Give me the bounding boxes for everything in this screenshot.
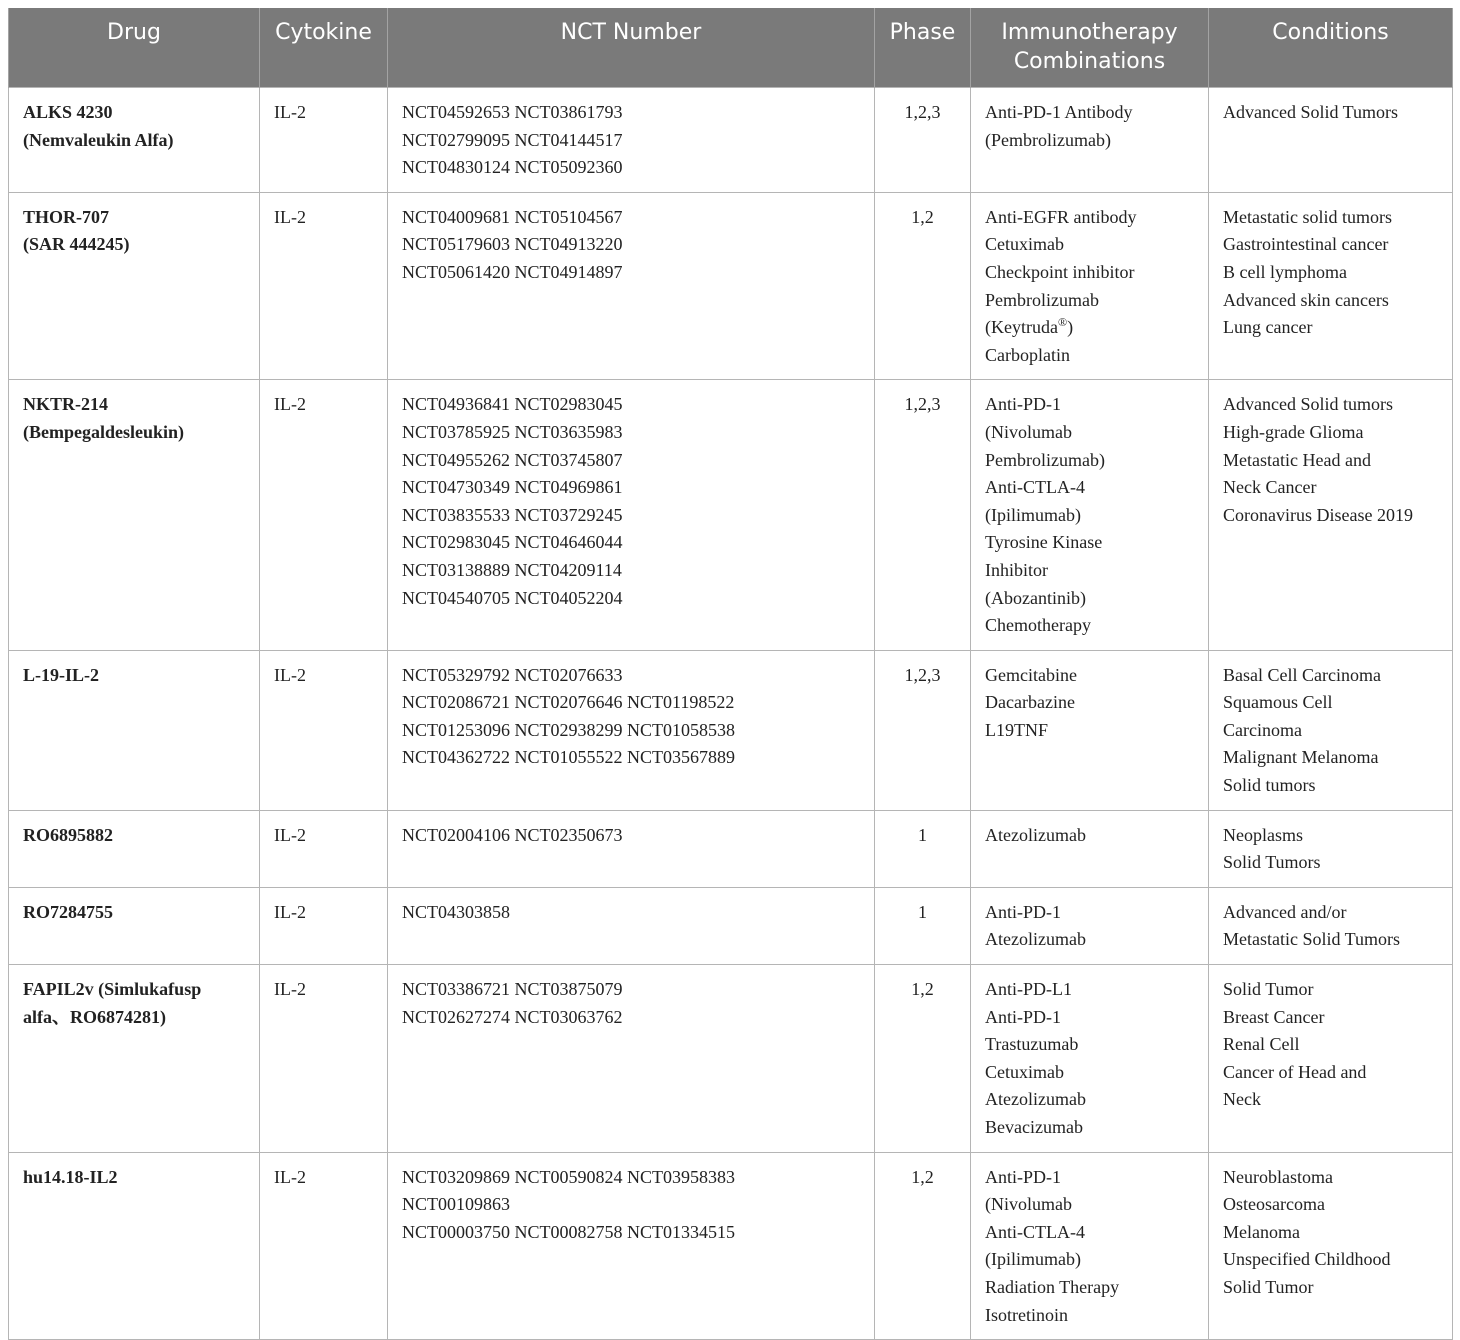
combinations-cell bbox=[971, 88, 1209, 193]
conditions-line: Neuroblastoma bbox=[1223, 1166, 1333, 1187]
conditions-line: Lung cancer bbox=[1223, 317, 1313, 338]
conditions-line: Breast Cancer bbox=[1223, 1006, 1325, 1027]
nct-number-line: NCT02627274 NCT03063762 bbox=[402, 1006, 623, 1027]
combinations-line: (Ipilimumab) bbox=[985, 1249, 1081, 1270]
conditions-line: Squamous Cell bbox=[1223, 692, 1333, 713]
conditions-cell bbox=[1209, 88, 1453, 193]
table-row bbox=[9, 887, 1453, 964]
phase-cell: 1,2 bbox=[875, 965, 971, 1153]
table-row bbox=[9, 88, 1453, 193]
nct-number-line: NCT03785925 NCT03635983 bbox=[402, 421, 623, 442]
conditions-line: Solid Tumor bbox=[1223, 979, 1314, 1000]
combinations-line: Cetuximab bbox=[985, 234, 1064, 255]
cytokine-cell: IL-2 bbox=[260, 380, 388, 650]
combinations-line: Radiation Therapy bbox=[985, 1276, 1120, 1297]
cytokine-cell: IL-2 bbox=[260, 887, 388, 964]
drug-cell bbox=[9, 650, 260, 810]
combinations-cell bbox=[971, 380, 1209, 650]
conditions-line: Melanoma bbox=[1223, 1221, 1300, 1242]
table-row bbox=[9, 380, 1453, 650]
drug-cell bbox=[9, 88, 260, 193]
combinations-line: Atezolizumab bbox=[985, 929, 1086, 950]
conditions-line: Coronavirus Disease 2019 bbox=[1223, 504, 1413, 525]
nct-number-line: NCT03835533 NCT03729245 bbox=[402, 504, 623, 525]
phase-cell: 1,2 bbox=[875, 192, 971, 380]
conditions-line: Neck bbox=[1223, 1089, 1261, 1110]
nct-number-line: NCT04730349 NCT04969861 bbox=[402, 477, 623, 498]
nct-number-line: NCT02004106 NCT02350673 bbox=[402, 824, 623, 845]
combinations-line: (Abozantinib) bbox=[985, 587, 1086, 608]
drug-cell bbox=[9, 965, 260, 1153]
nct-number-line: NCT02983045 NCT04646044 bbox=[402, 532, 623, 553]
table-row bbox=[9, 192, 1453, 380]
combinations-line: Inhibitor bbox=[985, 559, 1048, 580]
combinations-cell bbox=[971, 192, 1209, 380]
nct-number-line: NCT04303858 bbox=[402, 901, 510, 922]
combinations-line: Pembrolizumab bbox=[985, 289, 1099, 310]
conditions-line: Advanced Solid Tumors bbox=[1223, 102, 1399, 122]
combinations-line: Anti-PD-L1 bbox=[985, 979, 1072, 1000]
conditions-line: Neck Cancer bbox=[1223, 477, 1317, 498]
conditions-cell bbox=[1209, 965, 1453, 1153]
combinations-line: (Nivolumab bbox=[985, 421, 1072, 442]
phase-cell: 1,2,3 bbox=[875, 650, 971, 810]
combinations-line: L19TNF bbox=[985, 719, 1048, 740]
table-row bbox=[9, 810, 1453, 887]
cytokine-cell: IL-2 bbox=[260, 650, 388, 810]
drug-cell bbox=[9, 1152, 260, 1340]
nct-number-line: NCT05329792 NCT02076633 bbox=[402, 664, 623, 685]
conditions-line: Basal Cell Carcinoma bbox=[1223, 664, 1381, 685]
nct-number-cell bbox=[388, 1152, 875, 1340]
combinations-line: Anti-PD-1 bbox=[985, 1166, 1061, 1187]
combinations-line: Tyrosine Kinase bbox=[985, 532, 1103, 553]
combinations-line: Anti-PD-1 bbox=[985, 901, 1061, 922]
combinations-cell bbox=[971, 965, 1209, 1153]
combinations-line: (Pembrolizumab) bbox=[985, 129, 1111, 150]
header-cytokine: Cytokine bbox=[260, 8, 388, 88]
conditions-line: Advanced skin cancers bbox=[1223, 289, 1389, 310]
combinations-line: (Keytruda®) bbox=[985, 315, 1074, 338]
conditions-line: Gastrointestinal cancer bbox=[1223, 234, 1389, 255]
cytokine-cell: IL-2 bbox=[260, 965, 388, 1153]
conditions-line: Solid tumors bbox=[1223, 775, 1316, 796]
cytokine-cell: IL-2 bbox=[260, 1152, 388, 1340]
nct-number-line: NCT00109863 bbox=[402, 1194, 510, 1215]
nct-number-line: NCT03138889 NCT04209114 bbox=[402, 559, 622, 580]
nct-number-line: NCT04955262 NCT03745807 bbox=[402, 449, 623, 470]
combinations-cell bbox=[971, 1152, 1209, 1340]
conditions-cell bbox=[1209, 1152, 1453, 1340]
nct-number-line: NCT04592653 NCT03861793 bbox=[402, 102, 623, 122]
header-combo-line: Combinations bbox=[1013, 49, 1166, 74]
combinations-line: Anti-EGFR antibody bbox=[985, 206, 1137, 227]
nct-number-line: NCT03209869 NCT00590824 NCT03958383 bbox=[402, 1166, 735, 1187]
drug-line: THOR-707 bbox=[23, 206, 110, 227]
conditions-cell bbox=[1209, 887, 1453, 964]
combinations-line: Atezolizumab bbox=[985, 1089, 1086, 1110]
combinations-line: Trastuzumab bbox=[985, 1034, 1079, 1055]
nct-number-line: NCT02799095 NCT04144517 bbox=[402, 129, 623, 150]
drug-line: ALKS 4230 bbox=[23, 102, 113, 122]
header-nct-number: NCT Number bbox=[388, 8, 875, 88]
drug-line: (Bempegaldesleukin) bbox=[23, 421, 185, 442]
cytokine-cell: IL-2 bbox=[260, 88, 388, 193]
conditions-cell bbox=[1209, 810, 1453, 887]
header-immunotherapy-combinations bbox=[971, 8, 1209, 88]
table-row bbox=[9, 1152, 1453, 1340]
nct-number-cell bbox=[388, 650, 875, 810]
conditions-line: Malignant Melanoma bbox=[1223, 747, 1379, 768]
drug-line: RO6895882 bbox=[23, 824, 113, 845]
cytokine-cell: IL-2 bbox=[260, 192, 388, 380]
header-row bbox=[9, 8, 1453, 88]
phase-cell: 1,2,3 bbox=[875, 380, 971, 650]
combinations-line: (Ipilimumab) bbox=[985, 504, 1081, 525]
phase-cell: 1 bbox=[875, 887, 971, 964]
nct-number-line: NCT01253096 NCT02938299 NCT01058538 bbox=[402, 719, 735, 740]
table-row bbox=[9, 965, 1453, 1153]
nct-number-cell bbox=[388, 88, 875, 193]
drug-cell bbox=[9, 192, 260, 380]
drug-cell bbox=[9, 810, 260, 887]
combinations-cell bbox=[971, 887, 1209, 964]
header-combo-line: Immunotherapy bbox=[1001, 20, 1178, 45]
conditions-line: High-grade Glioma bbox=[1223, 421, 1364, 442]
nct-number-line: NCT04009681 NCT05104567 bbox=[402, 206, 623, 227]
combinations-line: (Nivolumab bbox=[985, 1194, 1072, 1215]
combinations-line: Isotretinoin bbox=[985, 1304, 1068, 1325]
nct-number-line: NCT04830124 NCT05092360 bbox=[402, 157, 623, 178]
conditions-line: Metastatic solid tumors bbox=[1223, 206, 1392, 227]
drug-line: FAPIL2v (Simlukafusp bbox=[23, 979, 202, 1000]
combinations-line: Anti-PD-1 Antibody bbox=[985, 102, 1133, 122]
drug-line: hu14.18-IL2 bbox=[23, 1166, 118, 1187]
conditions-cell bbox=[1209, 650, 1453, 810]
phase-cell: 1,2,3 bbox=[875, 88, 971, 193]
conditions-line: Advanced and/or bbox=[1223, 901, 1347, 922]
nct-number-cell bbox=[388, 965, 875, 1153]
nct-number-cell bbox=[388, 192, 875, 380]
conditions-line: Metastatic Solid Tumors bbox=[1223, 929, 1401, 950]
clinical-trials-table bbox=[8, 8, 1453, 1340]
conditions-line: Solid Tumors bbox=[1223, 852, 1321, 873]
conditions-line: Carcinoma bbox=[1223, 719, 1302, 740]
conditions-line: Renal Cell bbox=[1223, 1034, 1300, 1055]
conditions-line: Unspecified Childhood bbox=[1223, 1249, 1391, 1270]
nct-number-line: NCT04936841 NCT02983045 bbox=[402, 394, 623, 415]
combinations-line: Checkpoint inhibitor bbox=[985, 261, 1135, 282]
nct-number-line: NCT04540705 NCT04052204 bbox=[402, 587, 623, 608]
nct-number-line: NCT03386721 NCT03875079 bbox=[402, 979, 623, 1000]
combinations-line: Pembrolizumab) bbox=[985, 449, 1105, 470]
conditions-line: Advanced Solid tumors bbox=[1223, 394, 1393, 415]
combinations-line: Carboplatin bbox=[985, 344, 1070, 365]
drug-line: alfa、RO6874281) bbox=[23, 1006, 166, 1027]
nct-number-cell bbox=[388, 887, 875, 964]
conditions-line: Cancer of Head and bbox=[1223, 1061, 1367, 1082]
combinations-cell bbox=[971, 650, 1209, 810]
combinations-line: Atezolizumab bbox=[985, 824, 1086, 845]
combinations-line: Cetuximab bbox=[985, 1061, 1064, 1082]
table-row bbox=[9, 650, 1453, 810]
combinations-line: Dacarbazine bbox=[985, 692, 1075, 713]
conditions-cell bbox=[1209, 380, 1453, 650]
conditions-line: B cell lymphoma bbox=[1223, 261, 1347, 282]
combinations-line: Gemcitabine bbox=[985, 664, 1077, 685]
nct-number-cell bbox=[388, 810, 875, 887]
combinations-line: Anti-CTLA-4 bbox=[985, 477, 1085, 498]
phase-cell: 1,2 bbox=[875, 1152, 971, 1340]
nct-number-line: NCT05179603 NCT04913220 bbox=[402, 234, 623, 255]
drug-line: L-19-IL-2 bbox=[23, 664, 99, 685]
nct-number-cell bbox=[388, 380, 875, 650]
combinations-line: Anti-CTLA-4 bbox=[985, 1221, 1085, 1242]
combinations-cell bbox=[971, 810, 1209, 887]
combinations-line: Anti-PD-1 bbox=[985, 394, 1061, 415]
conditions-line: Neoplasms bbox=[1223, 824, 1303, 845]
drug-line: NKTR-214 bbox=[23, 394, 108, 415]
conditions-cell bbox=[1209, 192, 1453, 380]
nct-number-line: NCT05061420 NCT04914897 bbox=[402, 261, 623, 282]
drug-cell bbox=[9, 380, 260, 650]
header-phase: Phase bbox=[875, 8, 971, 88]
combinations-line: Chemotherapy bbox=[985, 615, 1091, 636]
combinations-line: Anti-PD-1 bbox=[985, 1006, 1061, 1027]
header-drug: Drug bbox=[9, 8, 260, 88]
drug-line: (SAR 444245) bbox=[23, 234, 130, 255]
drug-cell bbox=[9, 887, 260, 964]
conditions-line: Solid Tumor bbox=[1223, 1276, 1314, 1297]
combinations-line: Bevacizumab bbox=[985, 1117, 1083, 1137]
cytokine-cell: IL-2 bbox=[260, 810, 388, 887]
conditions-line: Osteosarcoma bbox=[1223, 1194, 1325, 1215]
drug-line: RO7284755 bbox=[23, 901, 113, 922]
conditions-line: Metastatic Head and bbox=[1223, 449, 1371, 470]
nct-number-line: NCT00003750 NCT00082758 NCT01334515 bbox=[402, 1221, 735, 1242]
phase-cell: 1 bbox=[875, 810, 971, 887]
header-conditions: Conditions bbox=[1209, 8, 1453, 88]
nct-number-line: NCT02086721 NCT02076646 NCT01198522 bbox=[402, 692, 735, 713]
drug-line: (Nemvaleukin Alfa) bbox=[23, 129, 174, 150]
nct-number-line: NCT04362722 NCT01055522 NCT03567889 bbox=[402, 747, 735, 768]
